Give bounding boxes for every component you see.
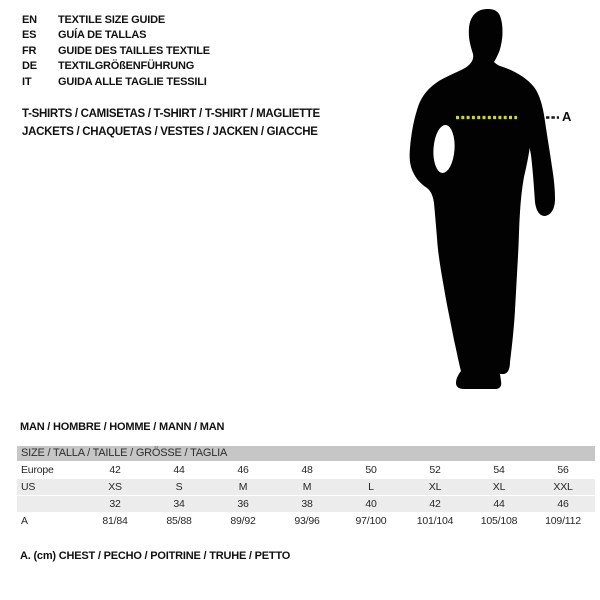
category-line-jackets: JACKETS / CHAQUETAS / VESTES / JACKEN / GIACCHE <box>22 125 318 138</box>
table-cell: 97/100 <box>339 513 403 530</box>
table-cell: 85/88 <box>147 513 211 530</box>
language-row <box>22 44 210 59</box>
table-row-us-letters <box>17 479 595 496</box>
table-cell: 81/84 <box>83 513 147 530</box>
language-code: FR <box>22 44 37 57</box>
language-code: IT <box>22 75 32 88</box>
language-row <box>22 59 210 74</box>
table-cell: M <box>275 479 339 496</box>
table-cell: 44 <box>467 496 531 513</box>
man-silhouette-figure <box>405 0 580 405</box>
language-label: GUIDE DES TAILLES TEXTILE <box>58 44 210 57</box>
table-cell: 54 <box>467 462 531 479</box>
row-label <box>17 496 83 513</box>
table-cell: 101/104 <box>403 513 467 530</box>
section-title-man: MAN / HOMBRE / HOMME / MANN / MAN <box>20 421 225 433</box>
table-cell: 48 <box>275 462 339 479</box>
row-label: A <box>17 513 83 530</box>
table-cell: 56 <box>531 462 595 479</box>
size-table-header-row <box>17 446 595 462</box>
table-cell: 109/112 <box>531 513 595 530</box>
table-cell: 38 <box>275 496 339 513</box>
language-label: TEXTILE SIZE GUIDE <box>58 14 166 26</box>
table-cell: XXL <box>531 479 595 496</box>
language-row <box>22 28 210 43</box>
language-code: EN <box>22 14 37 26</box>
table-cell: 105/108 <box>467 513 531 530</box>
size-table-header: SIZE / TALLA / TAILLE / GRÖSSE / TAGLIA <box>17 446 595 462</box>
row-label: US <box>17 479 83 496</box>
table-cell: 40 <box>339 496 403 513</box>
table-cell: 34 <box>147 496 211 513</box>
table-cell: L <box>339 479 403 496</box>
table-cell: 46 <box>211 462 275 479</box>
language-label: GUIDA ALLE TAGLIE TESSILI <box>58 75 207 88</box>
size-table <box>17 446 595 529</box>
category-line-tshirts: T-SHIRTS / CAMISETAS / T-SHIRT / T-SHIRT / MAGLIETTE <box>22 108 320 120</box>
table-cell: 42 <box>403 496 467 513</box>
garment-categories <box>22 106 320 141</box>
table-cell: M <box>211 479 275 496</box>
table-cell: 42 <box>83 462 147 479</box>
language-row <box>22 75 210 90</box>
table-cell: 36 <box>211 496 275 513</box>
language-code: ES <box>22 29 37 42</box>
language-list <box>22 13 210 90</box>
table-cell: 50 <box>339 462 403 479</box>
row-label: Europe <box>17 462 83 479</box>
language-code: DE <box>22 60 37 73</box>
table-cell: 93/96 <box>275 513 339 530</box>
table-cell: 44 <box>147 462 211 479</box>
measurement-footnote: A. (cm) CHEST / PECHO / POITRINE / TRUHE / PETTO <box>20 550 291 562</box>
language-label: TEXTILGRÖßENFÜHRUNG <box>58 60 195 73</box>
language-row <box>22 13 210 28</box>
table-cell: S <box>147 479 211 496</box>
table-row-us-numbers <box>17 496 595 513</box>
man-silhouette-icon <box>405 0 580 405</box>
table-row-europe <box>17 462 595 479</box>
table-cell: XS <box>83 479 147 496</box>
table-cell: 46 <box>531 496 595 513</box>
measurement-label-a: A <box>562 109 572 124</box>
table-cell: 89/92 <box>211 513 275 530</box>
language-label: GUÍA DE TALLAS <box>58 29 147 42</box>
table-cell: XL <box>403 479 467 496</box>
table-cell: XL <box>467 479 531 496</box>
table-row-chest-cm <box>17 513 595 530</box>
table-cell: 32 <box>83 496 147 513</box>
table-cell: 52 <box>403 462 467 479</box>
